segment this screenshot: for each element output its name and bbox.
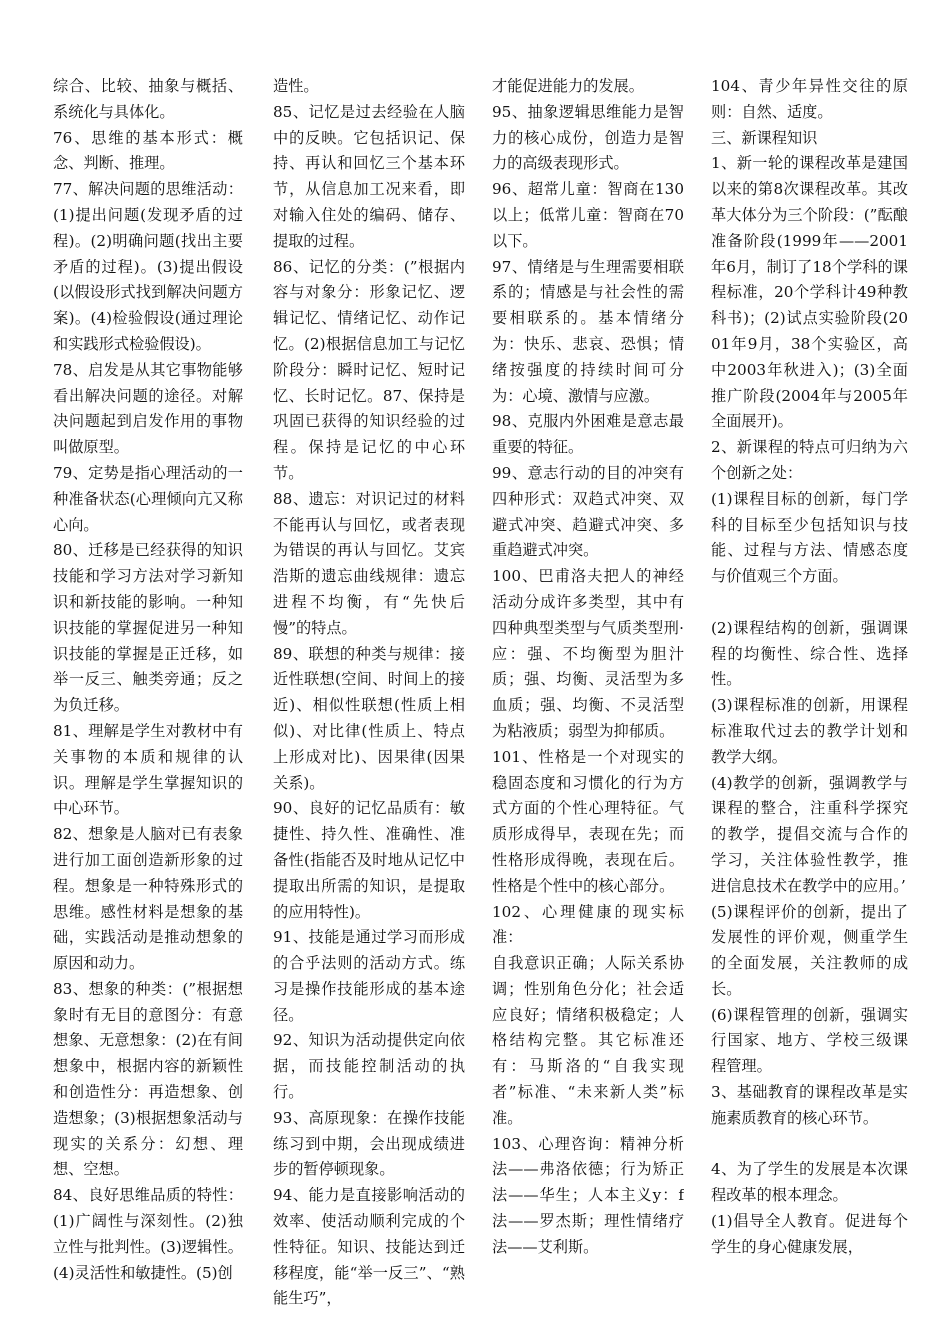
paragraph: (1)课程目标的创新，每门学科的目标至少包括知识与技能、过程与方法、情感态度与价值观三个方面。	[711, 489, 908, 586]
paragraph: 80、迁移是已经获得的知识技能和学习方法对学习新知识和新技能的影响。一种知识技能的掌握促进另一种知识技能的掌握是正迁移，如举一反三、触类旁通；反之为负迁移。	[53, 541, 243, 715]
paragraph: 76、思维的基本形式：概念、判断、推理。	[53, 128, 243, 173]
paragraph: 94、能力是直接影响活动的效率、使活动顺利完成的个性特征。知识、技能达到迁移程度，能“举一反三”、“熟能生巧”，	[273, 1186, 465, 1308]
paragraph: 97、情绪是与生理需要相联系的；情感是与社会性的需要相联系的。基本情绪分为：快乐、悲哀、恐惧；情绪按强度的持续时间可分为：心境、激情与应激。	[492, 257, 684, 405]
paragraph: 4、为了学生的发展是本次课程改革的根本理念。	[711, 1160, 908, 1205]
paragraph: 92、知识为活动提供定向依据，而技能控制活动的执行。	[273, 1031, 465, 1102]
paragraph: (5)课程评价的创新，提出了发展性的评价观，侧重学生的全面发展，关注教师的成长。	[711, 902, 908, 998]
paragraph: 102、心理健康的现实标准：	[492, 902, 684, 947]
paragraph: 造性。	[273, 77, 319, 95]
paragraph: 104、青少年异性交往的原则：自然、适度。	[711, 77, 908, 121]
paragraph: 101、性格是一个对现实的稳固态度和习惯化的行为方式方面的个性心理特征。气质形成得早，表现在先；而性格形成得晚，表现在后。性格是个性中的核心部分。	[492, 747, 684, 895]
section-heading: 三、新课程知识	[711, 128, 818, 147]
paragraph: 85、记忆是过去经验在人脑中的反映。它包括识记、保持、再认和回忆三个基本环节，从信息加工况来看，即对输入住处的编码、储存、提取的过程。	[273, 102, 465, 250]
paragraph: (4)教学的创新，强调教学与课程的整合，注重科学探究的教学，提倡交流与合作的学习，关注体验性教学，推进信息技术在教学中的应用。’	[711, 773, 908, 895]
paragraph: 综合、比较、抽象与概括、系统化与具体化。	[53, 77, 243, 121]
paragraph: 83、想象的种类：(”根据想象时有无目的意图分：有意想象、无意想象：(2)在有间想象中，根据内容的新颖性和创造性分：再造想象、创造想象；(3)根据想象活动与现实的关系分：幻想、理想、空想。	[53, 979, 243, 1179]
paragraph: (2)课程结构的创新，强调课程的均衡性、综合性、选择性。	[711, 618, 908, 689]
text-column-1	[53, 74, 243, 1286]
paragraph: 自我意识正确；人际关系协调；性别角色分化；社会适应良好；情绪积极稳定；人格结构完整。其它标准还有：马斯洛的“自我实现者”标准、“未来新人类”标准。	[492, 954, 684, 1127]
paragraph: 81、理解是学生对教材中有关事物的本质和规律的认识。理解是学生掌握知识的中心环节。	[53, 721, 243, 818]
paragraph: 才能促进能力的发展。	[492, 77, 644, 95]
paragraph: (3)课程标准的创新，用课程标准取代过去的教学计划和教学大纲。	[711, 696, 908, 766]
paragraph: 95、抽象逻辑思维能力是智力的核心成份，创造力是智力的高级表现形式。	[492, 102, 684, 173]
paragraph: 2、新课程的特点可归纳为六个创新之处：	[711, 438, 908, 482]
paragraph: 93、高原现象：在操作技能练习到中期，会出现成绩进步的暂停顿现象。	[273, 1108, 465, 1179]
paragraph: 84、良好思维品质的特性：(1)广阔性与深刻性。(2)独立性与批判性。(3)逻辑性。(4)灵活性和敏捷性。(5)创	[53, 1186, 243, 1282]
paragraph: 3、基础教育的课程改革是实施素质教育的核心环节。	[711, 1083, 908, 1127]
paragraph: 88、遗忘：对识记过的材料不能再认与回忆，或者表现为错误的再认与回忆。艾宾浩斯的遗忘曲线规律：遗忘进程不均衡，有“先快后慢”的特点。	[273, 489, 465, 637]
paragraph: 86、记忆的分类：(”根据内容与对象分：形象记忆、逻辑记忆、情绪记忆、动作记忆。(2)根据信息加工与记忆阶段分：瞬时记忆、短时记忆、长时记忆。87、保持是巩固已获得的知识经验的过程。保持是记忆的中心环节。	[273, 257, 465, 482]
text-column-2	[273, 74, 465, 1312]
blank-line	[711, 1132, 908, 1158]
paragraph: 91、技能是通过学习而形成的合乎法则的活动方式。练习是操作技能形成的基本途径。	[273, 928, 465, 1024]
paragraph: 90、良好的记忆品质有：敏捷性、持久性、准确性、准备性(指能否及时地从记忆中提取出所需的知识，是提取的应用特性)。	[273, 799, 465, 921]
text-column-3	[492, 74, 684, 1261]
paragraph: (6)课程管理的创新，强调实行国家、地方、学校三级课程管理。	[711, 1005, 908, 1076]
paragraph: 99、意志行动的目的冲突有四种形式：双趋式冲突、双避式冲突、趋避式冲突、多重趋避式冲突。	[492, 463, 684, 560]
paragraph: 103、心理咨询：精神分析法——弗洛依德；行为矫正法——华生；人本主义y：f法——罗杰斯；理性情绪疗法——艾利斯。	[492, 1134, 684, 1256]
paragraph: 82、想象是人脑对已有表象进行加工面创造新形象的过程。想象是一种特殊形式的思维。感性材料是想象的基础，实践活动是推动想象的原因和动力。	[53, 825, 243, 973]
paragraph: 96、超常儿童：智商在130以上；低常儿童：智商在70以下。	[492, 180, 684, 250]
paragraph: 89、联想的种类与规律：接近性联想(空间、时间上的接近)、相似性联想(性质上相似)、对比律(性质上、特点上形成对比)、因果律(因果关系)。	[273, 644, 465, 792]
blank-line	[711, 590, 908, 616]
paragraph: 98、克服内外困难是意志最重要的特征。	[492, 412, 684, 457]
paragraph: 77、解决问题的思维活动：(1)提出问题(发现矛盾的过程)。(2)明确问题(找出主要矛盾的过程)。(3)提出假设(以假设形式找到解决问题方案)。(4)检验假设(通过理论和实践形式检验假设)。	[53, 180, 243, 353]
paragraph: 100、巴甫洛夫把人的神经活动分成许多类型，其中有四种典型类型与气质类型刑·应：强、不均衡型为胆汁质；强、均衡、灵活型为多血质；强、均衡、不灵活型为粘液质；弱型为抑郁质。	[492, 567, 684, 740]
paragraph: (1)倡导全人教育。促进每个学生的身心健康发展，	[711, 1212, 908, 1256]
paragraph: 1、新一轮的课程改革是建国以来的第8次课程改革。其改革大体分为三个阶段：(”酝酿准备阶段(1999年——2001年6月，制订了18个学科的课程标准，20个学科计49种教科书)；(2)试点实验阶段(2001年9月，38个实验区，高中2003年秋进入)；(3)全面推广阶段(2004年与2005年全面展开)。	[711, 154, 908, 431]
text-column-4	[711, 74, 908, 1261]
paragraph: 79、定势是指心理活动的一种准备状态(心理倾向亢又称心向。	[53, 463, 243, 534]
paragraph: 78、启发是从其它事物能够看出解决问题的途径。对解决问题起到启发作用的事物叫做原型。	[53, 360, 243, 457]
